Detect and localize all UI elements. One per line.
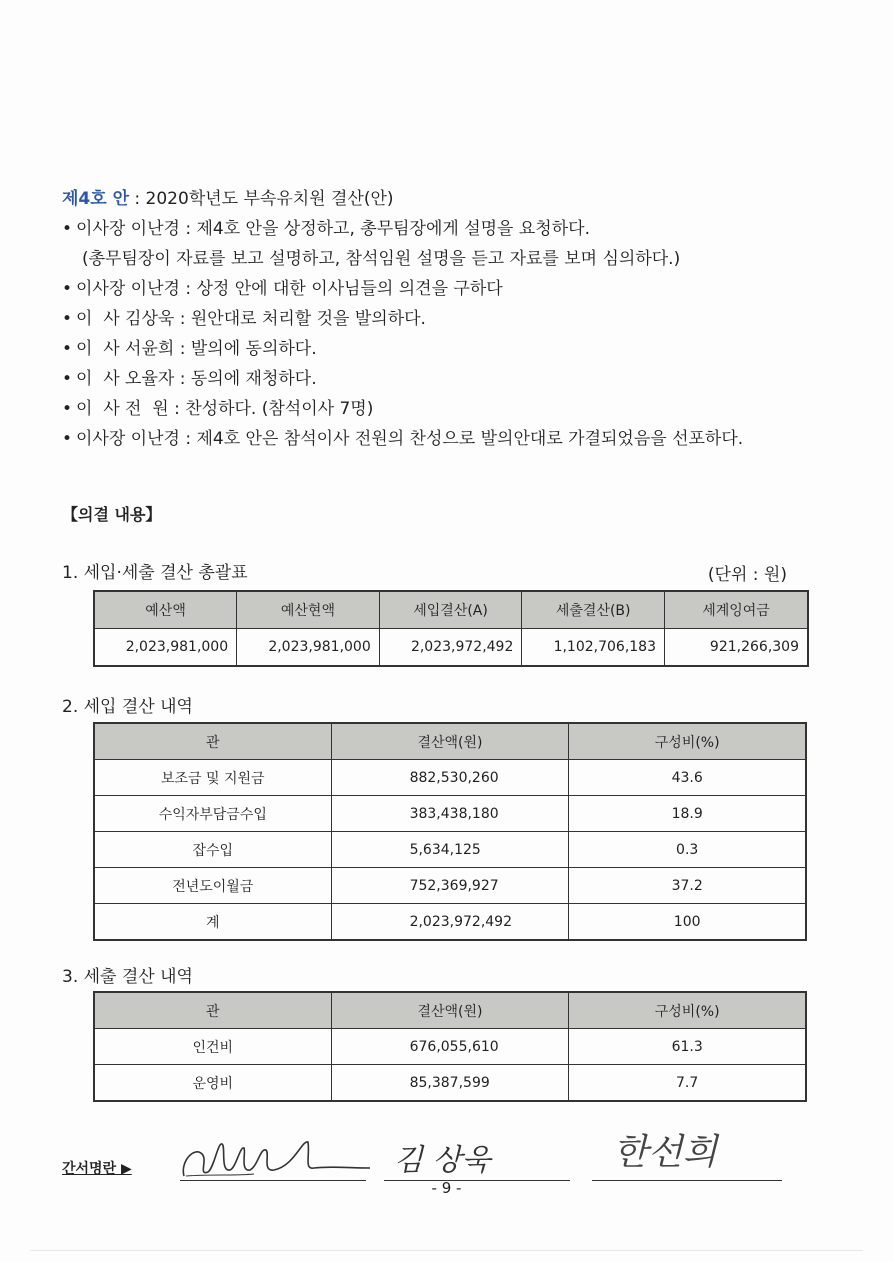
column-header: 세입결산(A) (379, 591, 522, 629)
minutes-text: 이 사 오율자 : 동의에 재청하다. (76, 369, 317, 389)
minutes-line (62, 244, 743, 274)
column-header: 세출결산(B) (522, 591, 665, 629)
table-cell: 인건비 (94, 1029, 331, 1065)
minutes-text: 이 사 서윤희 : 발의에 동의하다. (76, 339, 317, 359)
table-cell: 882,530,260 (331, 760, 569, 796)
column-header: 세계잉여금 (665, 591, 809, 629)
table-row (94, 796, 806, 832)
minutes-text: (총무팀장이 자료를 보고 설명하고, 참석임원 설명을 듣고 자료를 보며 심의하다.) (82, 249, 681, 269)
agenda-title: : 2020학년도 부속유치원 결산(안) (129, 189, 394, 209)
minutes-line (62, 304, 743, 334)
svg-text:김 상욱: 김 상욱 (394, 1143, 491, 1178)
minutes-line (62, 334, 743, 364)
table-row (94, 760, 806, 796)
column-header: 관 (94, 992, 331, 1029)
minutes-line (62, 214, 743, 244)
column-header: 구성비(%) (569, 992, 806, 1029)
column-header: 관 (94, 723, 331, 760)
agenda-number: 제4호 안 (62, 189, 130, 209)
table-cell: 운영비 (94, 1065, 331, 1102)
revenue-table (93, 722, 807, 941)
table-cell: 2,023,972,492 (379, 629, 522, 667)
table-cell: 676,055,610 (331, 1029, 569, 1065)
table-cell: 보조금 및 지원금 (94, 760, 331, 796)
table-cell: 2,023,981,000 (237, 629, 380, 667)
table-header-row (94, 992, 806, 1029)
bullet-icon: • (62, 399, 73, 419)
page-number: - 9 - (431, 1179, 462, 1197)
table-header-row (94, 723, 806, 760)
minutes-line (62, 394, 743, 424)
table-cell: 2,023,981,000 (94, 629, 237, 667)
bullet-icon: • (62, 339, 73, 359)
minutes-line (62, 274, 743, 304)
table-cell: 383,438,180 (331, 796, 569, 832)
column-header: 구성비(%) (569, 723, 806, 760)
bullet-icon: • (62, 219, 73, 239)
table-cell: 61.3 (569, 1029, 806, 1065)
handwritten-signature-1 (174, 1132, 374, 1184)
signature-label: 간서명란 ▶ (62, 1161, 132, 1177)
table-cell: 0.3 (569, 832, 806, 868)
table-row (94, 1029, 806, 1065)
table-cell: 100 (569, 904, 806, 941)
table-cell: 5,634,125 (331, 832, 569, 868)
table-cell: 1,102,706,183 (522, 629, 665, 667)
bullet-icon: • (62, 279, 73, 299)
table-row (94, 868, 806, 904)
minutes-text: 이사장 이난경 : 제4호 안을 상정하고, 총무팀장에게 설명을 요청하다. (76, 219, 590, 239)
minutes-text: 이 사 김상욱 : 원안대로 처리할 것을 발의하다. (76, 309, 426, 329)
unit-label: (단위 : 원) (707, 565, 787, 585)
table2-title: 2. 세입 결산 내역 (62, 697, 193, 717)
column-header: 결산액(원) (331, 992, 569, 1029)
minutes-line (62, 364, 743, 394)
table-cell: 921,266,309 (665, 629, 809, 667)
table-cell: 18.9 (569, 796, 806, 832)
table-cell: 752,369,927 (331, 868, 569, 904)
bullet-icon: • (62, 309, 73, 329)
table-cell: 7.7 (569, 1065, 806, 1102)
table-row (94, 904, 806, 941)
summary-table (93, 590, 809, 667)
table-cell: 잡수입 (94, 832, 331, 868)
expenditure-table (93, 991, 807, 1102)
table-cell: 전년도이월금 (94, 868, 331, 904)
table3-title: 3. 세출 결산 내역 (62, 967, 193, 987)
column-header: 결산액(원) (331, 723, 569, 760)
resolution-heading: 【의결 내용】 (62, 505, 162, 524)
table-cell: 계 (94, 904, 331, 941)
column-header: 예산액 (94, 591, 237, 629)
bullet-icon: • (62, 429, 73, 449)
agenda-block (62, 184, 743, 454)
svg-text:한선희: 한선희 (613, 1132, 718, 1173)
handwritten-signature-3 (607, 1120, 777, 1182)
table-cell: 수익자부담금수입 (94, 796, 331, 832)
agenda-title-line (62, 184, 743, 214)
table-cell: 85,387,599 (331, 1065, 569, 1102)
table-cell: 37.2 (569, 868, 806, 904)
table1-title: 1. 세입·세출 결산 총괄표 (62, 563, 248, 583)
bullet-icon: • (62, 369, 73, 389)
table-header-row (94, 591, 808, 629)
table-row (94, 629, 808, 667)
minutes-text: 이 사 전 원 : 찬성하다. (참석이사 7명) (76, 399, 374, 419)
table-row (94, 1065, 806, 1102)
minutes-text: 이사장 이난경 : 상정 안에 대한 이사님들의 의견을 구하다 (76, 279, 503, 299)
handwritten-signature-2 (390, 1136, 540, 1182)
column-header: 예산현액 (237, 591, 380, 629)
minutes-text: 이사장 이난경 : 제4호 안은 참석이사 전원의 찬성으로 발의안대로 가결되었음을 선포하다. (76, 429, 744, 449)
table-cell: 2,023,972,492 (331, 904, 569, 941)
table-row (94, 832, 806, 868)
table-cell: 43.6 (569, 760, 806, 796)
footer-divider (30, 1250, 863, 1251)
minutes-line (62, 424, 743, 454)
